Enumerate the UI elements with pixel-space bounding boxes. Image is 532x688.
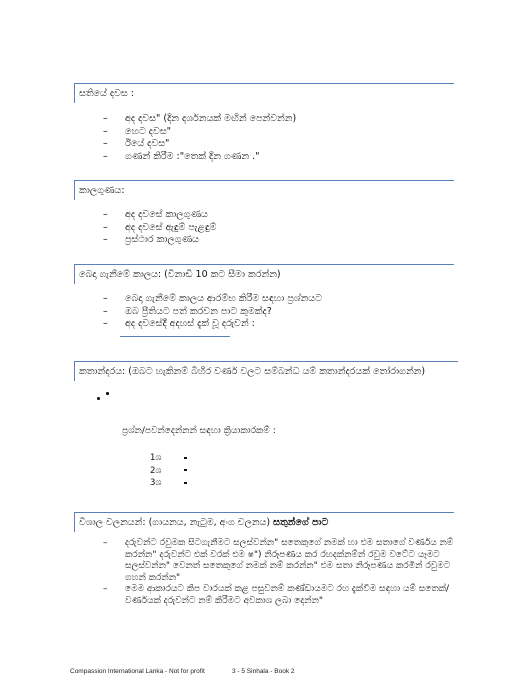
bullet-dot — [106, 392, 109, 395]
list-item: – ඊයේ දවස" — [103, 138, 296, 151]
list-item: – අද දවසේදී අදහස් දැක් වූ දරුවන් : — [103, 318, 322, 331]
heading-emphasis: සතුන්ගේ පාට — [273, 517, 329, 528]
section-heading-gross-motor — [74, 512, 454, 532]
sharing-time-list — [103, 293, 322, 331]
list-item: – ප්‍රස්ථාර කාලගුණය — [103, 234, 216, 247]
bullet-mark — [184, 469, 187, 471]
heading-text: විශාල වලනයන්: (ගායනය, නැටුම, අංග චලනය) — [79, 517, 271, 528]
list-item: 2ශ — [150, 465, 187, 478]
bullet-dot — [97, 397, 100, 400]
section-heading-day-of-week: සතියේ දවස : — [74, 83, 454, 103]
list-item: 1ශ — [150, 452, 187, 465]
section-heading-sharing-time: බෙදා ගැනීමේ කාලය: (විනාඩි 10 කට සීමා කරන්න) — [74, 264, 454, 284]
list-item: – බෙදා ගැනීමේ කාලය ආරම්භ කිරීම සඳහා ප්‍රශ්නයට — [103, 293, 322, 306]
bullet-mark — [184, 457, 187, 459]
list-item: – ඔබ ප්‍රීතියට පත් කරවන පාට කුමක්ද? — [103, 306, 322, 319]
list-item: – අද දවසේ ඇඳුම් පැළඳුම් — [103, 222, 216, 235]
list-item: – මෙම ආකාරයට කිප වාරයක් කළ පසුවනම් කණ්ඩායමට රහ දැක්වීම සඳහා යම් සතෙක්/වර්ණයක් දරුවන්ට නම් කිරීමට අවකාශ ලබා දෙන්න" — [103, 584, 455, 607]
story-number-list — [150, 452, 187, 490]
story-activities-subheading: ප්‍රශ්න/පවන්දෙන්නන් සඳහා ක්‍රියාකාරකම් : — [122, 426, 276, 436]
section-heading-story: කතාන්දරය: (ඔබට හැකිනම් බිහිර වර්ණ වලට සම්බන්ධ යම් කතාන්දරයක් තෝරාගන්න) — [74, 361, 458, 381]
bullet-mark — [184, 482, 187, 484]
day-of-week-list — [103, 113, 296, 163]
list-item: – හෙට දවස" — [103, 126, 296, 139]
list-item: – දරුවන්ට රවුමක සිටගැනීමට සලස්වන්න" සතෙකුගේ නමක් හා එම සතාගේ වර්ණය නම් කරන්න" දරුවන්ට එක් වරක් එම ෂ") නිරූපණය කර රහදක්නම්න් රවුම වටේට යෑමට සලස්වන්න" වෙනත් සතෙකුගේ නමක් නම් කරන්න" එම සතා නිරූපණය කරමින් රවුමට ගහන් කරන්න" — [103, 538, 455, 584]
section-heading-weather: කාලගුණය: — [74, 180, 454, 200]
weather-list — [103, 209, 216, 247]
list-item: – අද දවසේ කාලගුණය — [103, 209, 216, 222]
list-item: – ගණන් කිරීම :"තෙක් දින ගණන ." — [103, 151, 296, 164]
list-item: – අද දවස" (දින දර්ශනයක් මඟින් පෙන්වන්න) — [103, 113, 296, 126]
gross-motor-paragraphs — [103, 538, 455, 607]
answer-line — [120, 336, 230, 337]
list-item: 3ශ — [150, 477, 187, 490]
footer-organization: Compassion International Lanka - Not for profit — [70, 668, 205, 675]
footer-book-info: 3 - 5 Sinhala - Book 2 — [232, 668, 295, 675]
